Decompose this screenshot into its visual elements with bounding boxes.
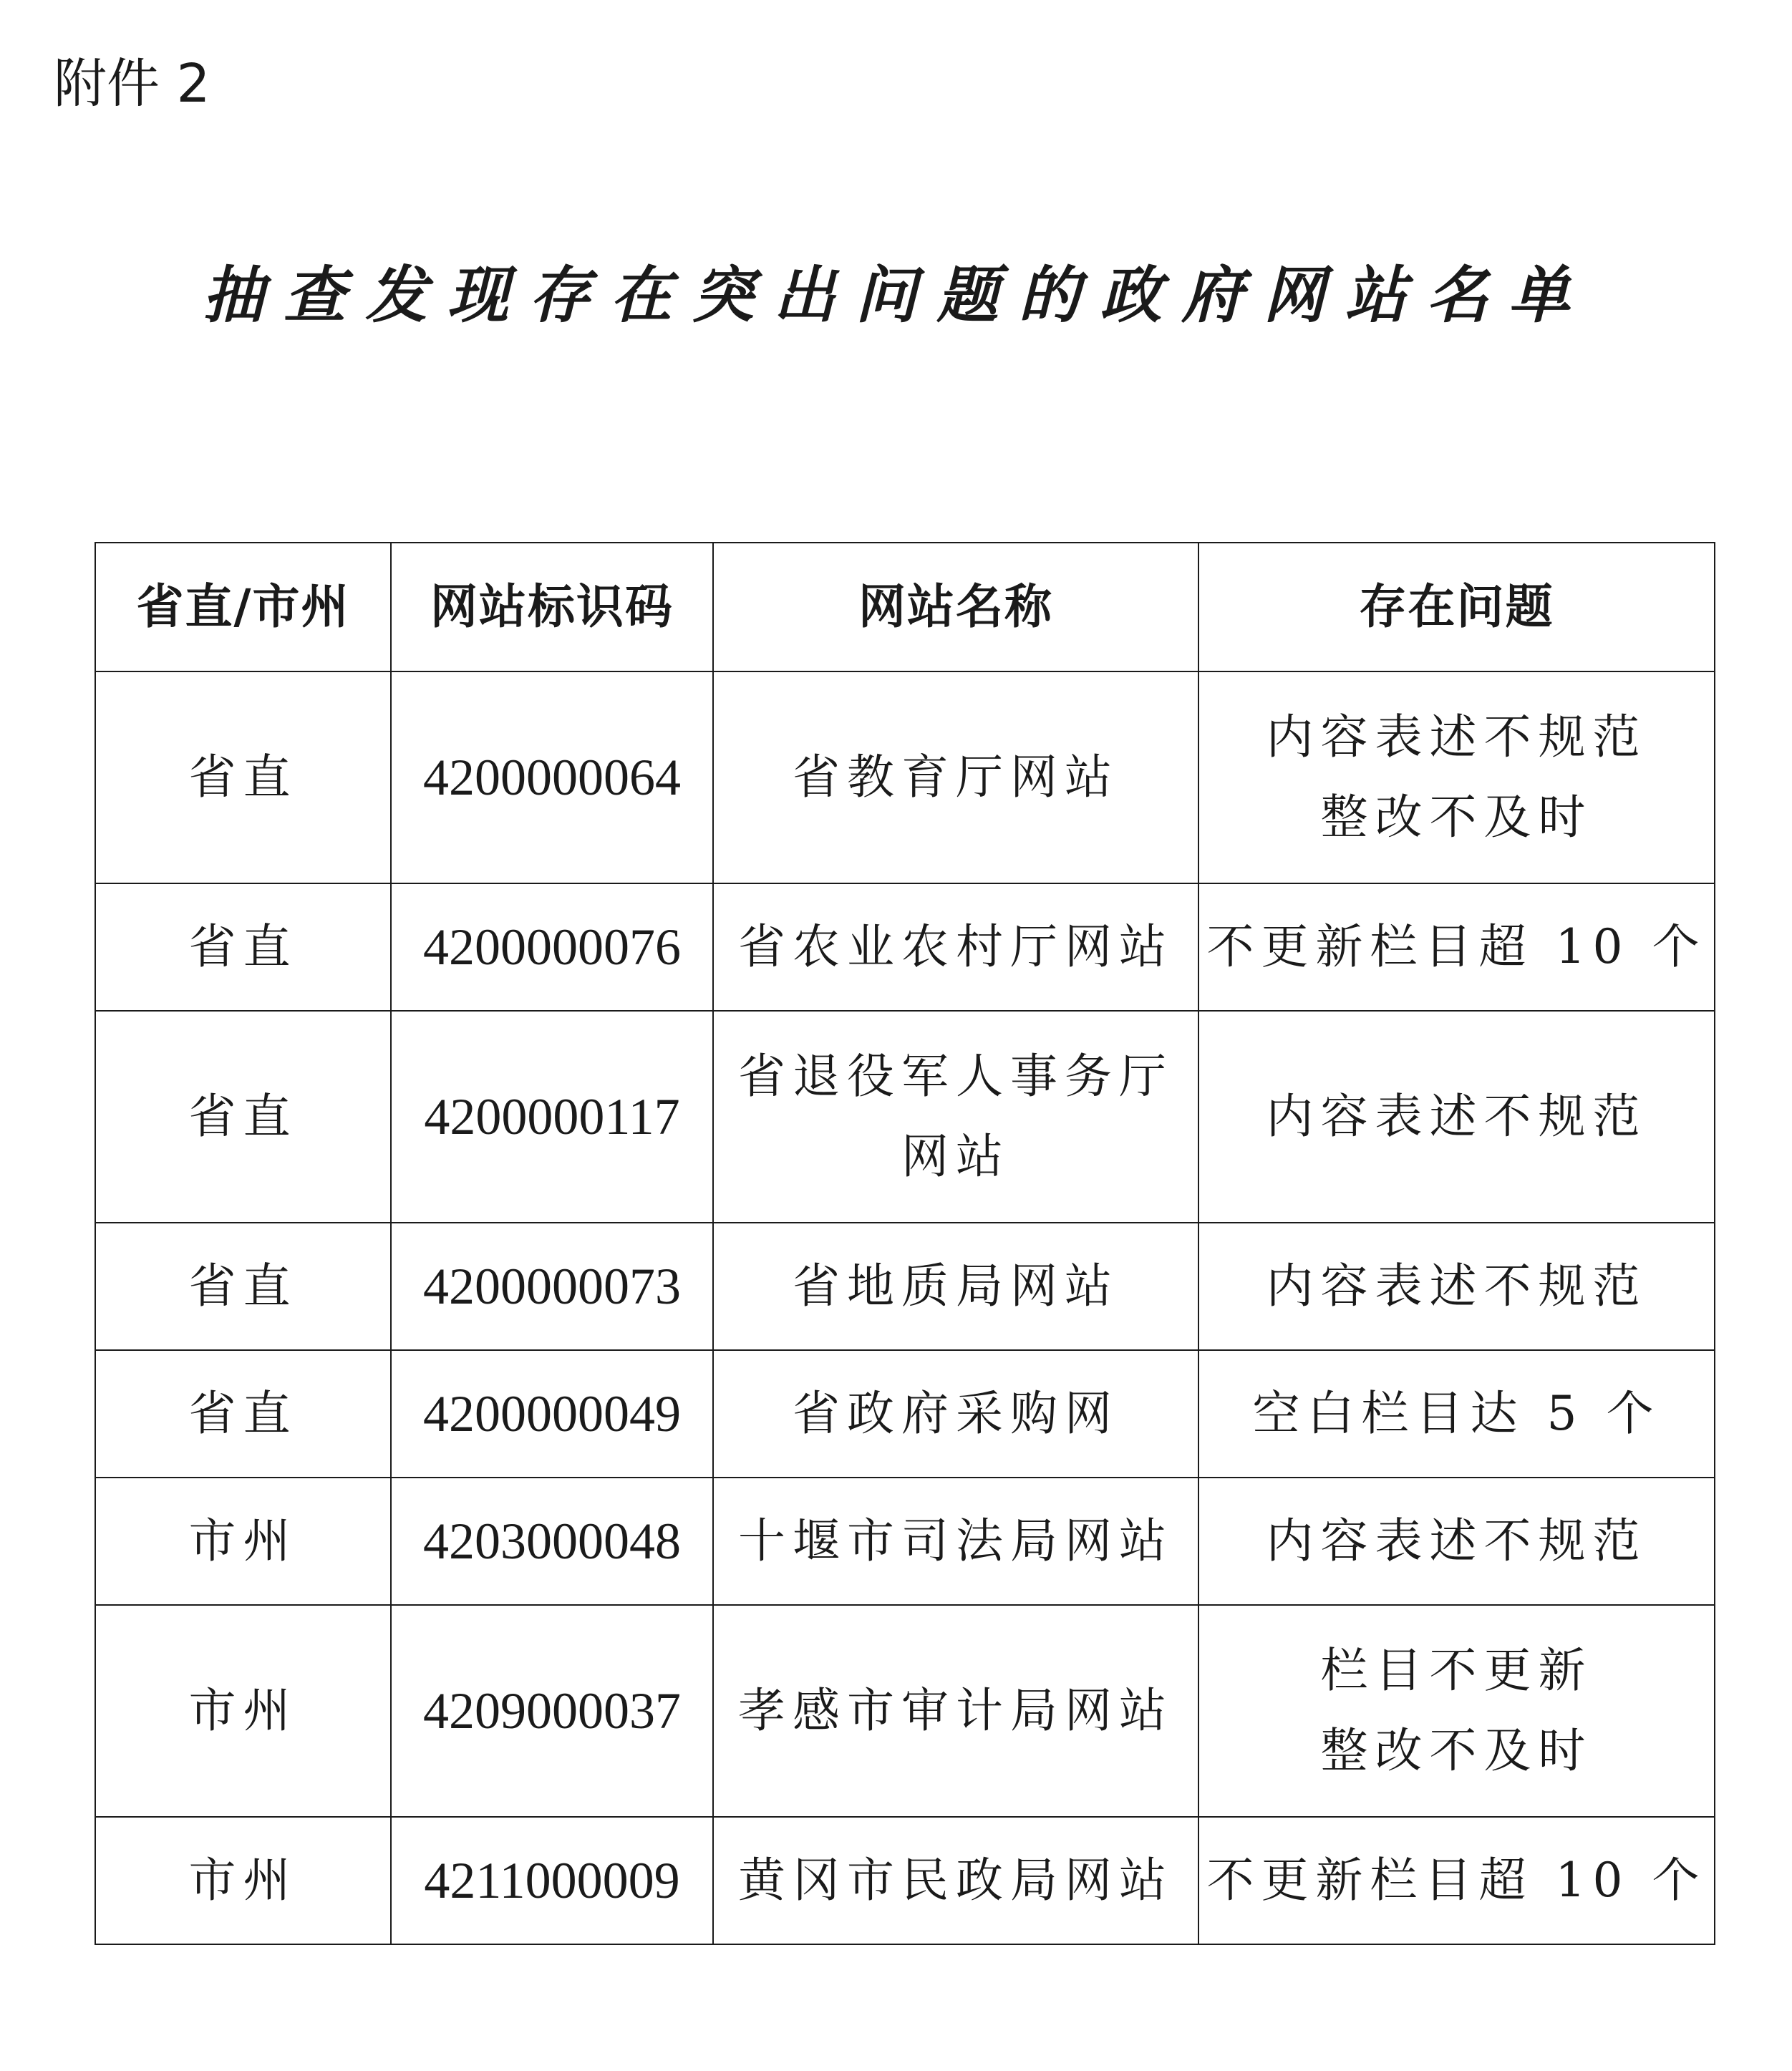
issue-line: 内容表述不规范 xyxy=(1266,1088,1647,1144)
cell-level: 市州 xyxy=(95,1605,391,1817)
cell-site-name xyxy=(713,883,1198,1011)
cell-site-code: 4200000076 xyxy=(391,883,713,1011)
site-name-line: 孝感市审计局网站 xyxy=(738,1682,1173,1738)
table-header-row xyxy=(95,543,1715,671)
cell-site-name xyxy=(713,1817,1198,1944)
site-name-line: 省农业农村厅网站 xyxy=(738,918,1173,974)
site-name-line: 省教育厅网站 xyxy=(793,749,1119,805)
issue-line: 内容表述不规范 xyxy=(1266,1513,1647,1568)
site-name-line: 省退役军人事务厅 xyxy=(738,1048,1173,1104)
issue-line: 整改不及时 xyxy=(1320,1723,1593,1778)
cell-issues xyxy=(1198,1011,1715,1223)
cell-issues xyxy=(1198,883,1715,1011)
cell-site-code: 4209000037 xyxy=(391,1605,713,1817)
cell-site-name xyxy=(713,1223,1198,1350)
issue-line: 不更新栏目超 10 个 xyxy=(1206,918,1707,974)
table-row xyxy=(95,883,1715,1011)
site-name-line: 黄冈市民政局网站 xyxy=(738,1852,1173,1908)
cell-issues xyxy=(1198,1223,1715,1350)
cell-site-name xyxy=(713,671,1198,883)
table-row xyxy=(95,1478,1715,1605)
attachment-label: 附件 2 xyxy=(54,53,210,115)
cell-site-code: 4200000117 xyxy=(391,1011,713,1223)
cell-site-name xyxy=(713,1605,1198,1817)
issue-line: 内容表述不规范 xyxy=(1266,1258,1647,1314)
cell-issues xyxy=(1198,1605,1715,1817)
cell-site-code: 4211000009 xyxy=(391,1817,713,1944)
cell-site-code: 4200000049 xyxy=(391,1350,713,1478)
header-level: 省直/市州 xyxy=(95,543,391,671)
cell-level: 省直 xyxy=(95,1011,391,1223)
cell-site-name xyxy=(713,1350,1198,1478)
issue-line: 不更新栏目超 10 个 xyxy=(1206,1852,1707,1908)
header-site-name: 网站名称 xyxy=(713,543,1198,671)
cell-issues xyxy=(1198,1817,1715,1944)
document-title: 抽查发现存在突出问题的政府网站名单 xyxy=(202,259,1590,331)
cell-level: 市州 xyxy=(95,1478,391,1605)
site-name-line: 网站 xyxy=(901,1129,1010,1184)
cell-issues xyxy=(1198,1350,1715,1478)
table-row xyxy=(95,1011,1715,1223)
cell-level: 省直 xyxy=(95,671,391,883)
cell-level: 市州 xyxy=(95,1817,391,1944)
site-name-line: 省地质局网站 xyxy=(793,1258,1119,1314)
cell-issues xyxy=(1198,671,1715,883)
header-site-code: 网站标识码 xyxy=(391,543,713,671)
cell-site-name xyxy=(713,1478,1198,1605)
table-row xyxy=(95,671,1715,883)
table-row xyxy=(95,1350,1715,1478)
cell-site-code: 4200000073 xyxy=(391,1223,713,1350)
table-row xyxy=(95,1605,1715,1817)
issue-line: 栏目不更新 xyxy=(1320,1642,1593,1698)
cell-level: 省直 xyxy=(95,1223,391,1350)
table-row xyxy=(95,1817,1715,1944)
header-issues: 存在问题 xyxy=(1198,543,1715,671)
cell-site-code: 4200000064 xyxy=(391,671,713,883)
website-list-table xyxy=(95,542,1715,1945)
cell-site-name xyxy=(713,1011,1198,1223)
issue-line: 内容表述不规范 xyxy=(1266,709,1647,765)
issue-line: 整改不及时 xyxy=(1320,790,1593,845)
cell-level: 省直 xyxy=(95,1350,391,1478)
cell-site-code: 4203000048 xyxy=(391,1478,713,1605)
cell-level: 省直 xyxy=(95,883,391,1011)
issue-line: 空白栏目达 5 个 xyxy=(1252,1385,1661,1441)
cell-issues xyxy=(1198,1478,1715,1605)
site-name-line: 省政府采购网 xyxy=(793,1385,1119,1441)
site-name-line: 十堰市司法局网站 xyxy=(738,1513,1173,1568)
table-row xyxy=(95,1223,1715,1350)
